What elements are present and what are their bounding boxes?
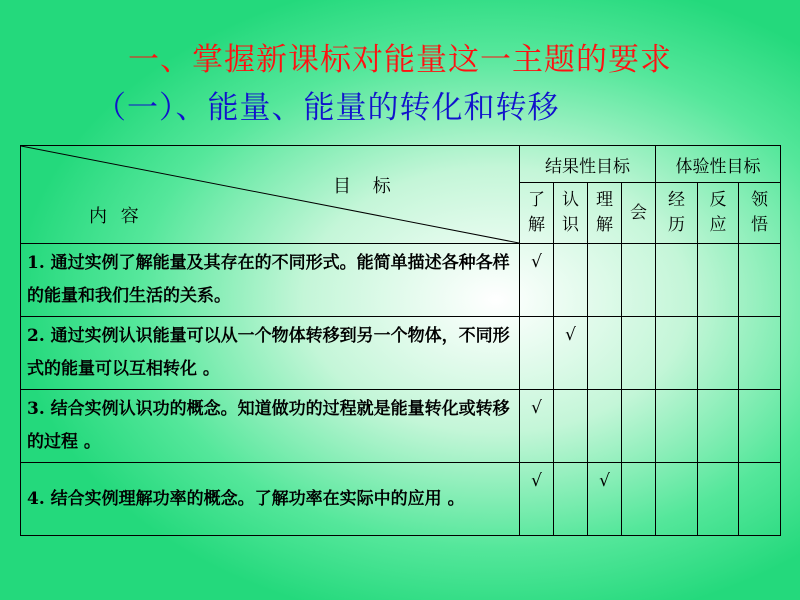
subcolumn-header: 认 识: [554, 183, 588, 244]
empty-cell: [588, 317, 622, 390]
slide-subtitle: （一）、能量、能量的转化和转移: [95, 90, 560, 126]
empty-cell: [739, 317, 781, 390]
empty-cell: [739, 390, 781, 463]
diagonal-header-cell: [21, 146, 520, 244]
table-row: [21, 390, 781, 463]
group-header-experience: 体验性目标: [656, 146, 781, 183]
empty-cell: [554, 390, 588, 463]
empty-cell: [554, 244, 588, 317]
subcolumn-header: 反 应: [698, 183, 739, 244]
objectives-table: [20, 145, 781, 536]
empty-cell: [698, 244, 739, 317]
check-mark-cell: √: [554, 317, 588, 390]
subcolumn-header: 了 解: [520, 183, 554, 244]
group-header-result: 结果性目标: [520, 146, 656, 183]
row-content: 4. 结合实例理解功率的概念。了解功率在实际中的应用 。: [21, 463, 520, 536]
check-mark-cell: √: [588, 463, 622, 536]
check-mark-cell: √: [520, 244, 554, 317]
row-content: 2. 通过实例认识能量可以从一个物体转移到另一个物体，不同形式的能量可以互相转化 。: [21, 317, 520, 390]
empty-cell: [656, 317, 698, 390]
row-content: 1. 通过实例了解能量及其存在的不同形式。能简单描述各种各样的能量和我们生活的关系。: [21, 244, 520, 317]
subcolumn-header: 经 历: [656, 183, 698, 244]
subcolumn-header: 领 悟: [739, 183, 781, 244]
empty-cell: [698, 317, 739, 390]
table-row: [21, 463, 781, 536]
empty-cell: [622, 390, 656, 463]
empty-cell: [739, 463, 781, 536]
subcolumn-header: 会: [622, 183, 656, 244]
table-body: [21, 244, 781, 536]
empty-cell: [622, 244, 656, 317]
empty-cell: [698, 390, 739, 463]
empty-cell: [739, 244, 781, 317]
empty-cell: [520, 317, 554, 390]
header-target-label: 目 标: [333, 176, 399, 197]
slide-title: 一、掌握新课标对能量这一主题的要求: [128, 42, 672, 78]
header-content-label: 内 容: [89, 206, 143, 227]
empty-cell: [622, 317, 656, 390]
check-mark-cell: √: [520, 463, 554, 536]
diagonal-line: [21, 146, 519, 243]
row-content: 3. 结合实例认识功的概念。知道做功的过程就是能量转化或转移的过程 。: [21, 390, 520, 463]
subcolumn-header: 理 解: [588, 183, 622, 244]
check-mark-cell: √: [520, 390, 554, 463]
empty-cell: [588, 390, 622, 463]
empty-cell: [656, 390, 698, 463]
empty-cell: [554, 463, 588, 536]
table-row: [21, 317, 781, 390]
table-row: [21, 244, 781, 317]
empty-cell: [656, 463, 698, 536]
empty-cell: [656, 244, 698, 317]
empty-cell: [588, 244, 622, 317]
empty-cell: [698, 463, 739, 536]
empty-cell: [622, 463, 656, 536]
